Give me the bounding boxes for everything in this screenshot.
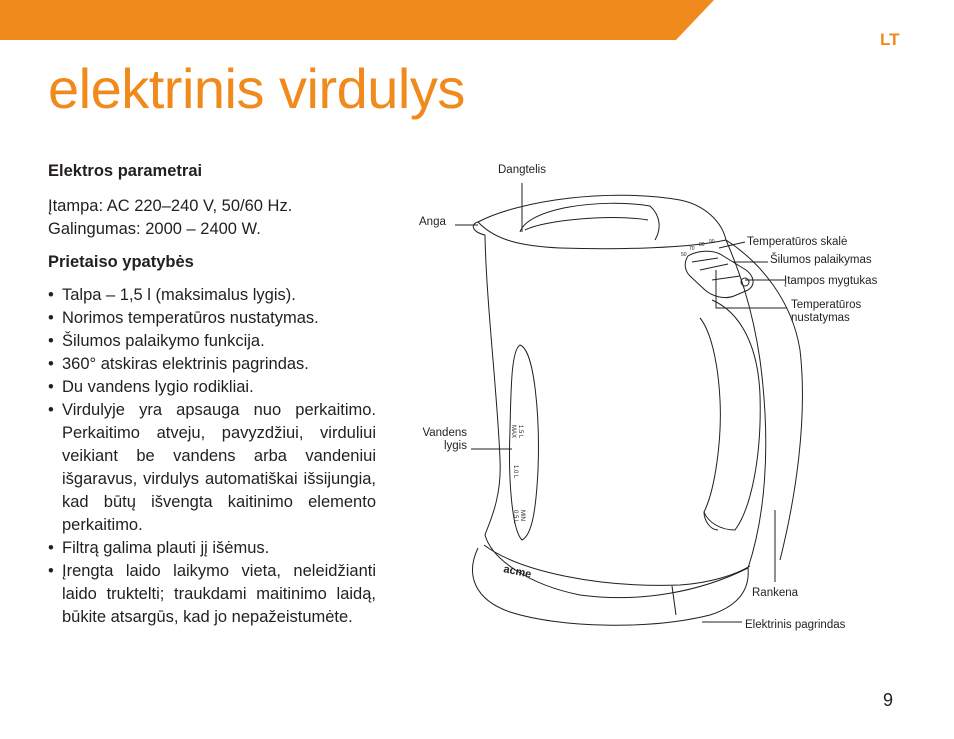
features-list [48,284,376,629]
label-spout: Anga [419,216,446,228]
label-water-level-line2: lygis [443,440,467,452]
header-band [0,0,954,40]
brand-logo: acme [502,563,533,581]
label-handle: Rankena [752,587,799,599]
feature-item: • Talpa – 1,5 l (maksimalus lygis). [48,284,376,307]
language-code: LT [880,30,900,49]
kettle-drawing [400,150,920,650]
label-temp-setting [791,299,861,325]
page-number: 9 [883,690,894,710]
spec-voltage: Įtampa: AC 220–240 V, 50/60 Hz. [48,197,293,215]
label-temp-setting-line1: Temperatūros [791,299,862,311]
max-mark: MAX [510,425,516,439]
label-lid: Dangtelis [498,164,546,176]
temp-tick: 50 [681,252,687,258]
label-water-level-line1: Vandens [422,427,467,439]
min-mark: MIN [519,510,525,521]
text-column [48,160,376,629]
features-heading: Prietaiso ypatybės [48,253,194,271]
feature-item: • Virdulyje yra apsauga nuo perkaitimo. Perkaitimo atveju, pavyzdžiui, virduliui veikiant be vandens arba vandeniui išgaravus, virdulys automatiškai išsijungia, kad būtų išvengta kaitinimo elemento perkaitimo. [48,399,376,537]
temp-tick: 90 [709,239,715,245]
kettle-diagram [400,150,920,650]
specs-heading: Elektros parametrai [48,162,203,180]
feature-item: • Įrengta laido laikymo vieta, neleidžianti laido truktelti; traukdami maitinimo laidą, būkite atsargūs, kad jo nepažeistumėte. [48,560,376,629]
feature-item: • Filtrą galima plauti jį išėmus. [48,537,376,560]
label-temp-setting-line2: nustatymas [791,312,850,324]
feature-item: • Šilumos palaikymo funkcija. [48,330,376,353]
spec-power: Galingumas: 2000 – 2400 W. [48,220,261,238]
feature-item: • Norimos temperatūros nustatymas. [48,307,376,330]
mid-mark: 1.0 L [512,465,518,479]
temp-tick: 80 [699,242,705,248]
label-keep-warm: Šilumos palaikymas [770,254,872,266]
feature-item: • 360° atskiras elektrinis pagrindas. [48,353,376,376]
min-volume: 0.5 L [512,510,518,524]
max-volume: 1.5 L [517,425,523,439]
temp-tick: 70 [689,246,695,252]
label-temp-scale: Temperatūros skalė [747,236,848,248]
label-water-level [416,427,467,453]
page-title: elektrinis virdulys [48,57,465,120]
feature-item: • Du vandens lygio rodikliai. [48,376,376,399]
label-base: Elektrinis pagrindas [745,619,846,631]
label-power-button: Įtampos mygtukas [784,275,878,287]
